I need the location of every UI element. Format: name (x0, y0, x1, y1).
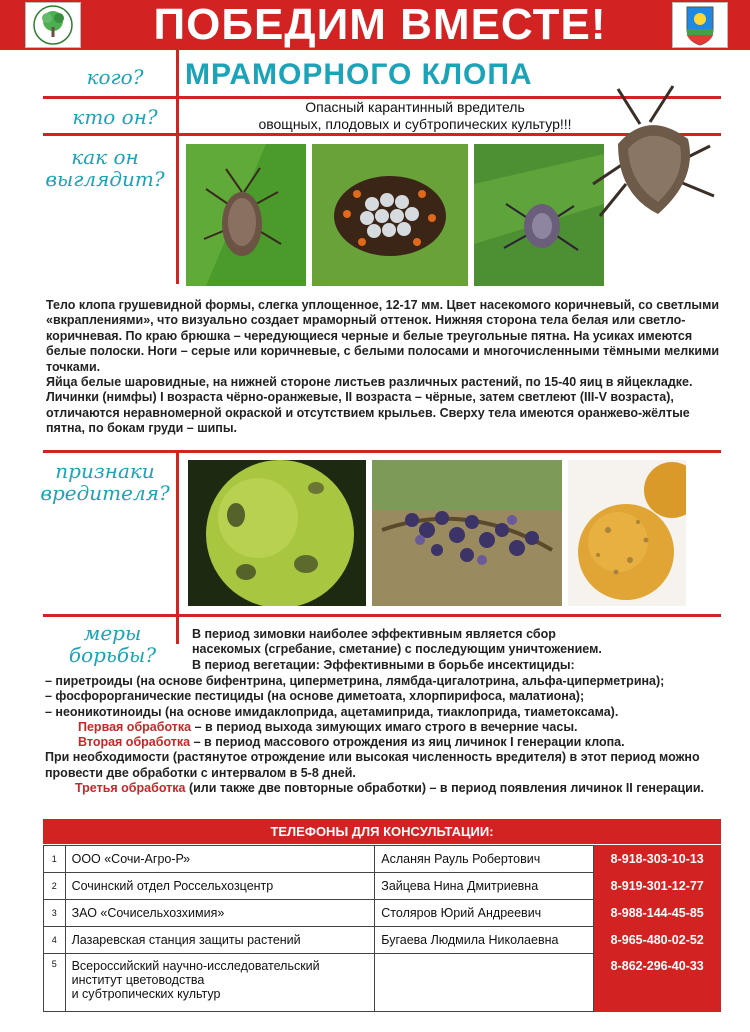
insecticide-item: – фосфорорганические пестициды (на основе диметоата, хлорпирифоса, малатиона); (45, 689, 585, 704)
divider (43, 614, 721, 617)
photo-damaged-tangerine (568, 460, 686, 606)
phone-number: 8-919-301-12-77 (594, 873, 721, 900)
pest-name: МРАМОРНОГО КЛОПА (185, 58, 533, 91)
photo-bug-on-leaf (186, 144, 306, 286)
third-treatment: Третья обработка (или также две повторные обработки) – в период появления личинок II генерации. (75, 781, 705, 796)
divider (176, 614, 179, 644)
who-label: кто он? (72, 105, 158, 129)
photo-damaged-berries (372, 460, 562, 606)
phone-number: 8-988-144-45-85 (594, 900, 721, 927)
whom-label: кого? (86, 65, 144, 89)
page-title: ПОБЕДИМ ВМЕСТЕ! (153, 0, 607, 49)
table-row: 4 Лазаревская станция защиты растений Бугаева Людмила Николаевна 8-965-480-02-52 (44, 927, 721, 954)
tree-emblem-icon (25, 2, 81, 48)
contacts-table (43, 845, 721, 1012)
second-treatment: Вторая обработка – в период массового отрождения из яиц личинок I генерации клопа. (78, 735, 625, 750)
insecticide-item: – неоникотиноиды (на основе имидаклоприда, ацетамиприда, тиаклоприда, тиаметоксама). (45, 704, 619, 719)
measures-body (45, 674, 723, 796)
phone-number: 8-862-296-40-33 (594, 954, 721, 1012)
table-row: 3 ЗАО «Сочисельхозхимия» Столяров Юрий Андреевич 8-988-144-45-85 (44, 900, 721, 927)
measures-intro: В период зимовки наиболее эффективным является сбор насекомых (сгребание, сметание) с последующим уничтожением. В период вегетации: Эффективными в борьбе инсектициды: (192, 627, 602, 672)
city-coat-of-arms-icon (672, 2, 728, 48)
insecticide-item: – пиретроиды (на основе бифентрина, циперметрина, лямбда-цигалотрина, альфа-циперметрина); (45, 674, 665, 688)
first-treatment: Первая обработка – в период выхода зимующих имаго строго в вечерние часы. (78, 719, 578, 734)
adult-bug-illustration (588, 84, 718, 224)
measures-label: меры борьбы? (68, 621, 157, 667)
looks-label: как он выглядит? (45, 145, 165, 191)
treatment-note: При необходимости (растянутое отрождение или высокая численность вредителя) в этот период можно провести две обработки с интервалом в 5-8 дней. (45, 750, 700, 780)
divider (176, 50, 179, 284)
table-row: 1 ООО «Сочи-Агро-Р» Асланян Рауль Робертович 8-918-303-10-13 (44, 846, 721, 873)
photo-nymph (474, 144, 604, 286)
contacts-title: ТЕЛЕФОНЫ ДЛЯ КОНСУЛЬТАЦИИ: (43, 819, 721, 844)
signs-label: признаки вредителя? (40, 459, 170, 505)
phone-number: 8-965-480-02-52 (594, 927, 721, 954)
photo-damaged-apple (188, 460, 366, 606)
pest-subtitle: Опасный карантинный вредитель овощных, плодовых и субтропических культур!!! (258, 99, 572, 132)
divider (43, 450, 721, 453)
photo-egg-cluster (312, 144, 468, 286)
divider (176, 450, 179, 614)
table-row: 2 Сочинский отдел Россельхозцентр Зайцева Нина Дмитриевна 8-919-301-12-77 (44, 873, 721, 900)
phone-number: 8-918-303-10-13 (594, 846, 721, 873)
pest-description: Тело клопа грушевидной формы, слегка уплощенное, 12-17 мм. Цвет насекомого коричневый, со светлыми «вкраплениями», что визуально создает мраморный оттенок. Нижняя сторона тела белая или светло-коричневая. По краю брюшка – чередующиеся черные и белые треугольные пятна. На усиках имеются белые полоски. Ноги – серые или коричневые, с белыми полосами и многочисленными тёмными мелкими точками. Яйца белые шаровидные, на нижней стороне листьев различных растений, по 15-40 яиц в яйцекладке. Личинки (нимфы) I возраста чёрно-оранжевые, II возраста – чёрные, затем светлеют (III-V возраста), отличаются неравномерной окраской и отсутствием крыльев. Сверху тела имеются оранжево-жёлтые пятна, по бокам груди – шипы. (46, 298, 720, 436)
table-row: 5 Всероссийский научно-исследовательский институт цветоводства и субтропических культур 8-862-296-40-33 (44, 954, 721, 1012)
